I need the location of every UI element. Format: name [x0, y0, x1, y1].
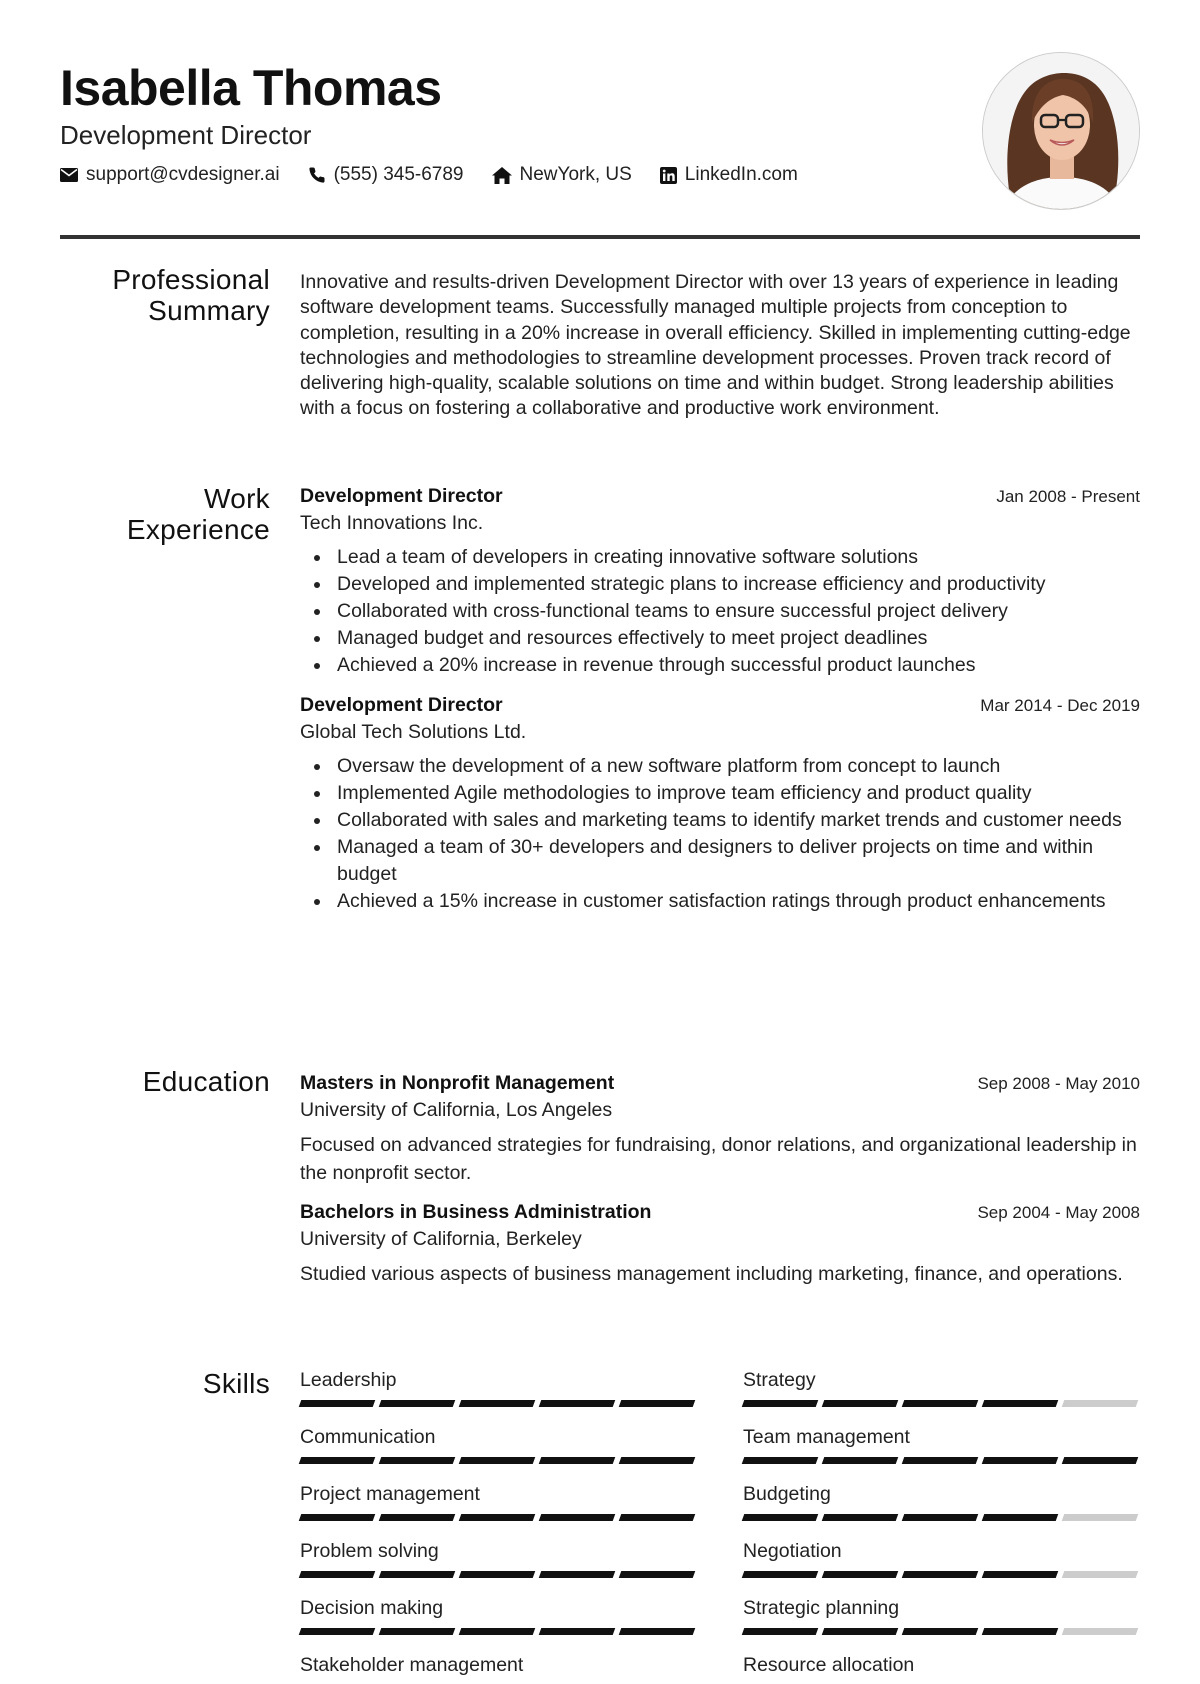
- education-list: [300, 1070, 1140, 1288]
- skill-name: Decision making: [300, 1597, 444, 1619]
- profile-photo: [982, 52, 1140, 210]
- skill-level-segment: [619, 1457, 696, 1464]
- skill-level-segment: [1062, 1400, 1139, 1407]
- skill-level-segment: [1062, 1571, 1139, 1578]
- skill-level-segment: [982, 1514, 1059, 1521]
- skill-level-segment: [299, 1514, 376, 1521]
- linkedin-icon: [660, 167, 677, 184]
- job-role: Development Director: [300, 694, 503, 716]
- job-bullet: Oversaw the development of a new software platform from concept to launch: [300, 753, 1140, 780]
- skill-level-bar: [743, 1514, 1143, 1522]
- education-dates: Sep 2004 - May 2008: [977, 1203, 1140, 1222]
- job-bullet: Achieved a 20% increase in revenue through successful product launches: [300, 652, 1140, 679]
- envelope-icon: [60, 168, 78, 182]
- skill-level-segment: [619, 1400, 696, 1407]
- skill-level-segment: [459, 1571, 536, 1578]
- home-icon: [492, 167, 512, 184]
- skills-heading: Skills: [202, 1368, 270, 1399]
- skill-level-segment: [619, 1628, 696, 1635]
- skill-level-segment: [619, 1514, 696, 1521]
- skill-level-segment: [742, 1400, 819, 1407]
- contact-email-text: support@cvdesigner.ai: [86, 164, 280, 185]
- skill-level-bar: [300, 1514, 700, 1522]
- skill-name: Negotiation: [743, 1540, 842, 1562]
- skill-level-segment: [539, 1514, 616, 1521]
- education-dates: Sep 2008 - May 2010: [977, 1074, 1140, 1093]
- skill-item: [300, 1482, 700, 1539]
- candidate-name: Isabella Thomas: [60, 60, 442, 116]
- contact-email[interactable]: [60, 164, 280, 186]
- skill-item: [743, 1653, 1143, 1684]
- skill-level-segment: [299, 1571, 376, 1578]
- job-dates: Mar 2014 - Dec 2019: [980, 696, 1140, 715]
- education-school: University of California, Berkeley: [300, 1228, 582, 1250]
- skill-name: Strategic planning: [743, 1597, 900, 1619]
- skill-level-segment: [539, 1571, 616, 1578]
- skill-name: Leadership: [300, 1369, 397, 1391]
- skills-grid: [300, 1368, 1140, 1684]
- skill-level-bar: [743, 1400, 1143, 1408]
- experience-heading: Work Experience: [126, 483, 270, 545]
- job-bullet: Implemented Agile methodologies to improve team efficiency and product quality: [300, 780, 1140, 807]
- skill-level-segment: [459, 1628, 536, 1635]
- skill-name: Stakeholder management: [300, 1654, 524, 1676]
- skill-level-bar: [743, 1457, 1143, 1465]
- skill-level-segment: [822, 1514, 899, 1521]
- contact-location: [492, 164, 632, 186]
- skill-level-segment: [822, 1400, 899, 1407]
- skill-level-segment: [299, 1628, 376, 1635]
- skill-name: Resource allocation: [743, 1654, 915, 1676]
- skill-level-segment: [379, 1628, 456, 1635]
- skill-level-segment: [742, 1628, 819, 1635]
- skill-level-segment: [742, 1571, 819, 1578]
- skill-level-segment: [982, 1571, 1059, 1578]
- skill-level-bar: [300, 1571, 700, 1579]
- skill-level-segment: [822, 1457, 899, 1464]
- skill-item: [300, 1368, 700, 1425]
- skill-item: [300, 1539, 700, 1596]
- skill-level-segment: [822, 1628, 899, 1635]
- contact-phone-text: (555) 345-6789: [333, 164, 464, 185]
- job-entry: [300, 692, 1140, 915]
- skill-level-segment: [902, 1400, 979, 1407]
- education-degree: Bachelors in Business Administration: [300, 1201, 652, 1223]
- skill-level-segment: [539, 1457, 616, 1464]
- skill-level-segment: [902, 1514, 979, 1521]
- skill-name: Problem solving: [300, 1540, 439, 1562]
- skill-item: [743, 1368, 1143, 1425]
- skill-item: [300, 1653, 700, 1684]
- job-bullets: [300, 544, 1140, 679]
- contact-linkedin-text: LinkedIn.com: [684, 164, 798, 185]
- skill-name: Communication: [300, 1426, 436, 1448]
- job-role: Development Director: [300, 485, 503, 507]
- skill-item: [743, 1482, 1143, 1539]
- skill-name: Strategy: [743, 1369, 816, 1391]
- skill-level-segment: [539, 1628, 616, 1635]
- skill-level-segment: [539, 1400, 616, 1407]
- resume-header: [60, 0, 1140, 239]
- skill-level-bar: [300, 1628, 700, 1636]
- skill-name: Team management: [743, 1426, 910, 1448]
- skill-level-segment: [379, 1400, 456, 1407]
- skill-level-segment: [742, 1457, 819, 1464]
- skill-item: [300, 1596, 700, 1653]
- skill-name: Budgeting: [743, 1483, 831, 1505]
- skill-level-segment: [459, 1514, 536, 1521]
- education-description: Focused on advanced strategies for fundraising, donor relations, and organizational leadership in the nonprofit sector.: [300, 1134, 1137, 1184]
- job-bullet: Lead a team of developers in creating innovative software solutions: [300, 544, 1140, 571]
- summary-text: Innovative and results-driven Development Director with over 13 years of experience in leading software development teams. Successfully managed multiple projects from conception to completion, resulting in a 20% increase in overall efficiency. Skilled in implementing cutting-edge technologies and methodologies to streamline development processes. Proven track record of delivering high-quality, scalable solutions on time and within budget. Strong leadership abilities with a focus on fostering a collaborative and productive work environment.: [300, 271, 1131, 420]
- phone-icon: [308, 166, 326, 184]
- skill-level-segment: [982, 1628, 1059, 1635]
- skill-level-segment: [902, 1457, 979, 1464]
- skill-item: [300, 1425, 700, 1482]
- skill-level-segment: [822, 1571, 899, 1578]
- job-dates: Jan 2008 - Present: [996, 487, 1140, 506]
- skill-level-bar: [300, 1400, 700, 1408]
- candidate-title: Development Director: [60, 120, 312, 150]
- skill-level-segment: [1062, 1514, 1139, 1521]
- skill-level-segment: [379, 1457, 456, 1464]
- education-school: University of California, Los Angeles: [300, 1099, 613, 1121]
- job-bullet: Managed budget and resources effectively to meet project deadlines: [300, 625, 1140, 652]
- skill-item: [743, 1596, 1143, 1653]
- education-description: Studied various aspects of business management including marketing, finance, and operations.: [300, 1263, 1123, 1285]
- skill-level-segment: [619, 1571, 696, 1578]
- skill-level-bar: [743, 1628, 1143, 1636]
- skill-level-segment: [982, 1400, 1059, 1407]
- skill-level-segment: [902, 1628, 979, 1635]
- skills-list: [300, 1368, 1140, 1684]
- job-company: Tech Innovations Inc.: [300, 512, 484, 534]
- summary-heading: Professional Summary: [112, 264, 270, 326]
- skill-level-segment: [982, 1457, 1059, 1464]
- skill-level-segment: [379, 1514, 456, 1521]
- skill-level-segment: [1062, 1628, 1139, 1635]
- experience-list: [300, 483, 1140, 915]
- skill-level-segment: [459, 1457, 536, 1464]
- contact-linkedin[interactable]: [660, 164, 798, 186]
- job-company: Global Tech Solutions Ltd.: [300, 721, 527, 743]
- skill-level-segment: [742, 1514, 819, 1521]
- skill-level-segment: [299, 1400, 376, 1407]
- skill-level-segment: [902, 1571, 979, 1578]
- education-heading: Education: [142, 1066, 270, 1097]
- education-degree: Masters in Nonprofit Management: [300, 1072, 615, 1094]
- job-bullet: Managed a team of 30+ developers and designers to deliver projects on time and within budget: [300, 834, 1140, 888]
- skill-level-bar: [300, 1457, 700, 1465]
- job-bullet: Developed and implemented strategic plans to increase efficiency and productivity: [300, 571, 1140, 598]
- education-entry: [300, 1070, 1140, 1187]
- contact-bar: [60, 164, 826, 186]
- education-entry: [300, 1199, 1140, 1288]
- skill-level-segment: [379, 1571, 456, 1578]
- skill-level-bar: [743, 1571, 1143, 1579]
- contact-location-text: NewYork, US: [519, 164, 632, 185]
- skill-level-segment: [1062, 1457, 1139, 1464]
- skill-name: Project management: [300, 1483, 480, 1505]
- job-bullet: Achieved a 15% increase in customer satisfaction ratings through product enhancements: [300, 888, 1140, 915]
- skill-item: [743, 1539, 1143, 1596]
- job-bullet: Collaborated with cross-functional teams to ensure successful project delivery: [300, 598, 1140, 625]
- skill-item: [743, 1425, 1143, 1482]
- contact-phone[interactable]: [308, 164, 464, 186]
- job-bullets: [300, 753, 1140, 915]
- job-bullet: Collaborated with sales and marketing teams to identify market trends and customer needs: [300, 807, 1140, 834]
- skill-level-segment: [299, 1457, 376, 1464]
- job-entry: [300, 483, 1140, 679]
- skill-level-segment: [459, 1400, 536, 1407]
